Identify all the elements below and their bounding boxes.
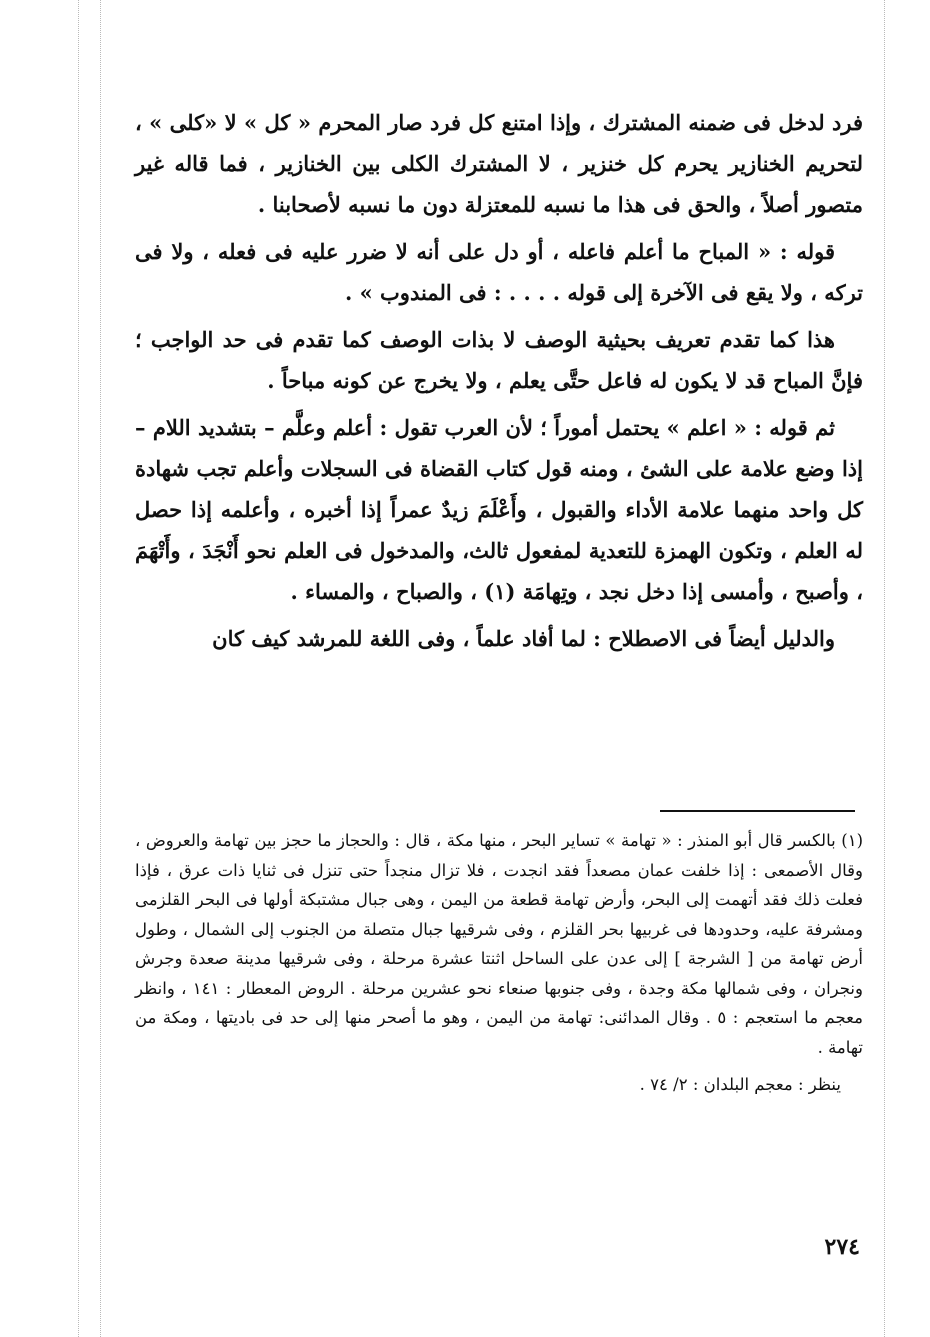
- footnote-reference: ينظر : معجم البلدان : ٢/ ٧٤ .: [639, 1075, 841, 1094]
- footnote-separator: [660, 810, 855, 812]
- footnotes: [135, 826, 863, 1100]
- margin-dotted-line: [78, 0, 79, 1337]
- paragraph-5: والدليل أيضاً فى الاصطلاح : لما أفاد علماً ، وفى اللغة للمرشد كيف كان: [212, 626, 835, 651]
- page-number: ٢٧٤: [824, 1234, 860, 1260]
- main-text: [135, 102, 863, 665]
- footnote-1: (١) بالكسر قال أبو المنذر : « تهامة » تساير البحر ، منها مكة ، قال : والحجاز ما حجز بين تهامة والعروض ، وقال الأصمعى : إذا خلفت عمان مصعداً فقد انجدت ، فلا تزال منجداً حتى تنزل فى ثنايا ذات عرق ، فإذا فعلت ذلك فقد أتهمت إلى البحر، وأرض تهامة قطعة من اليمن ، وهى جبال مشتبكة أولها فى البحر القلزمى ومشرفة عليه، وحدودها فى غربيها بحر القلزم ، وفى شرقيها جبال متصلة من الجنوب إلى الشمال ، وطول أرض تهامة من [ الشرجة ] إلى عدن على الساحل اثنتا عشرة مرحلة ، وفى شرقيها مدينة صعدة وجرش ونجران ، وفى شمالها مكة وجدة ، وفى جنوبها صنعاء نحو عشرين مرحلة . الروض المعطار : ١٤١ ، وانظر معجم ما استعجم : ٥ . وقال المدائنى: تهامة من اليمن ، وهو ما أصحر منها إلى حد فى باديتها ، ومكة من تهامة .: [135, 831, 863, 1057]
- paragraph-3: هذا كما تقدم تعريف بحيثية الوصف لا بذات الوصف كما تقدم فى حد الواجب ؛ فإنَّ المباح قد لا يكون له فاعل حتَّى يعلم ، ولا يخرج عن كونه مباحاً .: [135, 327, 863, 393]
- paragraph-2: قوله : « المباح ما أعلم فاعله ، أو دل على أنه لا ضرر عليه فى فعله ، ولا فى تركه ، ولا يقع فى الآخرة إلى قوله . . . . : فى المندوب » .: [135, 239, 863, 305]
- paragraph-4: ثم قوله : « اعلم » يحتمل أموراً ؛ لأن العرب تقول : أعلم وعلَّم – بتشديد اللام – إذا وضع علامة على الشئ ، ومنه قول كتاب القضاة فى السجلات وأعلم تجب شهادة كل واحد منهما علامة الأداء والقبول ، وأَعْلَمَ زيدٌ عمراً إذا أخبره ، وأعلمه إذا حصل له العلم ، وتكون الهمزة للتعدية لمفعول ثالث، والمدخول فى العلم نحو أَنْجَدَ ، وأَتْهَمَ ، وأصبح ، وأمسى إذا دخل نجد ، وتِهامَة (١) ، والصباح ، والمساء .: [135, 415, 863, 604]
- paragraph-1: فرد لدخل فى ضمنه المشترك ، وإذا امتنع كل فرد صار المحرم « كل » لا «كلى » ، لتحريم الخنازير يحرم كل خنزير ، لا المشترك الكلى بين الخنازير ، فما قاله غير متصور أصلاً ، والحق فى هذا ما نسبه للمعتزلة دون ما نسبه لأصحابنا .: [135, 110, 863, 217]
- margin-dotted-line: [100, 0, 101, 1337]
- margin-dotted-line: [884, 0, 885, 1337]
